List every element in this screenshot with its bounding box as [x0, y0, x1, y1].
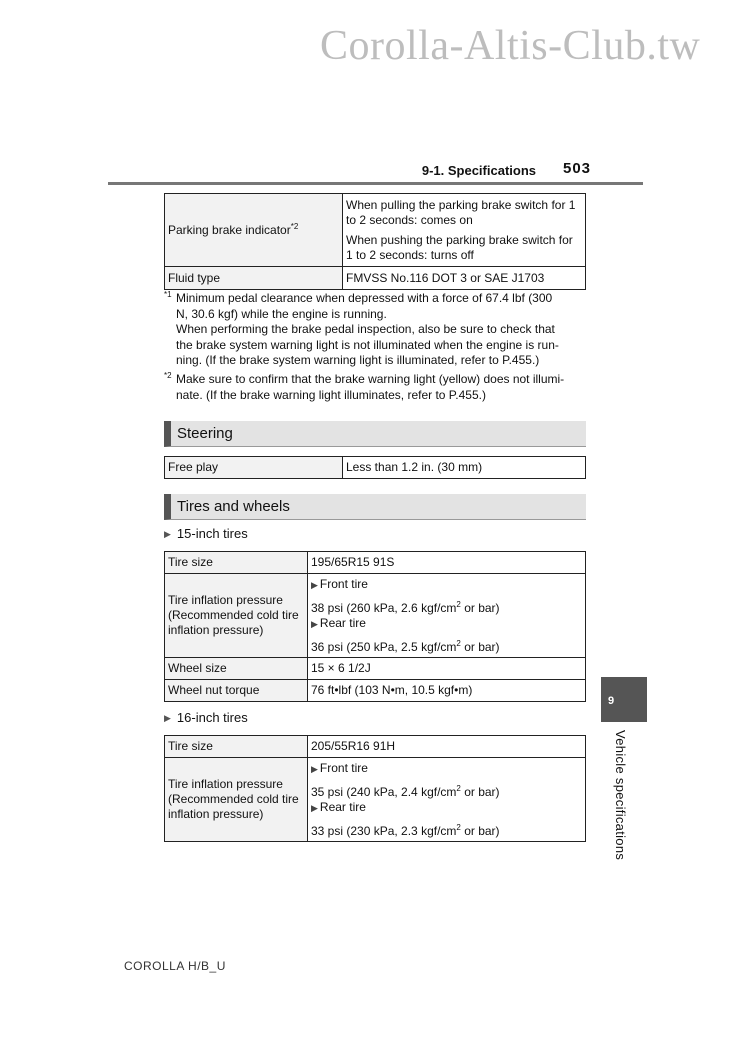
section-heading-tires: [164, 494, 586, 520]
table-value-cell: [343, 194, 586, 267]
unit-tail: or bar): [460, 784, 500, 799]
fluid-type-label: Fluid type: [165, 267, 343, 290]
triangle-bullet-icon: ▶: [311, 579, 318, 590]
subheading-text: 16-inch tires: [176, 710, 248, 725]
triangle-bullet-icon: ▶: [164, 713, 171, 723]
section-heading-steering: [164, 421, 586, 447]
triangle-bullet-icon: ▶: [311, 618, 318, 629]
rear-tire-pressure: 36 psi (250 kPa, 2.5 kgf/cm: [311, 639, 457, 654]
table-row: [165, 658, 586, 680]
table-row: [165, 457, 586, 479]
footnote-ref: *2: [290, 221, 299, 231]
subheading-text: 15-inch tires: [176, 526, 248, 541]
parking-brake-off-text: When pushing the parking brake switch for 1 to 2 seconds: turns off: [346, 232, 573, 262]
wheel-nut-torque-value: 76 ft•lbf (103 N•m, 10.5 kgf•m): [308, 680, 586, 702]
free-play-value: Less than 1.2 in. (30 mm): [343, 457, 586, 479]
triangle-bullet-icon: ▶: [311, 763, 318, 774]
label-line: Tire inflation pressure: [168, 777, 283, 791]
inflation-pressure-label: [165, 574, 308, 658]
superscript: 2: [456, 638, 461, 648]
subheading-16-inch: [164, 710, 248, 725]
chapter-number: 9: [608, 695, 615, 707]
tire-size-label: Tire size: [165, 552, 308, 574]
inflation-pressure-value: [308, 574, 586, 658]
superscript: 2: [456, 783, 461, 793]
front-tire-pressure: 38 psi (260 kPa, 2.6 kgf/cm: [311, 600, 457, 615]
table-row: [165, 574, 586, 658]
tire-size-value: 195/65R15 91S: [308, 552, 586, 574]
front-tire-label: Front tire: [319, 576, 368, 591]
wheel-size-label: Wheel size: [165, 658, 308, 680]
brake-table: [164, 193, 586, 290]
chapter-label: Vehicle specifications: [613, 730, 628, 861]
footnote-line: nate. (If the brake warning light illuminates, refer to P.455.): [176, 387, 486, 402]
table-row: [165, 267, 586, 290]
rear-tire-label: Rear tire: [319, 799, 366, 814]
label-line: inflation pressure): [168, 623, 264, 637]
tires-15-table: [164, 551, 586, 702]
footnote-line: ning. (If the brake system warning light is illuminated, refer to P.455.): [176, 353, 540, 367]
superscript: 2: [456, 822, 461, 832]
unit-tail: or bar): [460, 639, 500, 654]
table-row: [165, 758, 586, 842]
tire-size-value: 205/55R16 91H: [308, 736, 586, 758]
superscript: 2: [456, 599, 461, 609]
footer-model: COROLLA H/B_U: [124, 959, 226, 973]
tire-size-label: Tire size: [165, 736, 308, 758]
subheading-15-inch: [164, 526, 248, 541]
page-number: 503: [563, 160, 592, 177]
wheel-nut-torque-label: Wheel nut torque: [165, 680, 308, 702]
footnote-line: Make sure to confirm that the brake warning light (yellow) does not illumi-: [176, 372, 565, 386]
front-tire-pressure: 35 psi (240 kPa, 2.4 kgf/cm: [311, 784, 457, 799]
label-line: inflation pressure): [168, 807, 264, 821]
section-heading-text: Tires and wheels: [177, 498, 290, 515]
label-line: (Recommended cold tire: [168, 792, 299, 806]
footnote-2: *2 Make sure to confirm that the brake warning light (yellow) does not illumi- nate. (If the brake warning light illuminates, refer to P.455.): [164, 372, 588, 403]
triangle-bullet-icon: ▶: [164, 529, 171, 539]
rear-tire-label: Rear tire: [319, 615, 366, 630]
fluid-type-value: FMVSS No.116 DOT 3 or SAE J1703: [343, 267, 586, 290]
unit-tail: or bar): [460, 600, 500, 615]
footnote-line: the brake system warning light is not illuminated when the engine is run-: [176, 337, 559, 352]
footnote-1: *1 Minimum pedal clearance when depressed with a force of 67.4 lbf (300 N, 30.6 kgf) while the engine is running. When performing the brake pedal inspection, also be sure to check that the brake system warning light is not illuminated when the engine is run- ning. (If the brake system warning light is illuminated, refer to P.455.): [164, 291, 588, 369]
inflation-pressure-label: [165, 758, 308, 842]
parking-brake-on-text: When pulling the parking brake switch for 1 to 2 seconds: comes on: [346, 197, 576, 227]
section-title: 9-1. Specifications: [421, 163, 536, 178]
label-line: Tire inflation pressure: [168, 593, 283, 607]
watermark: Corolla-Altis-Club.tw: [320, 23, 701, 69]
section-heading-text: Steering: [177, 425, 233, 442]
unit-tail: or bar): [460, 823, 500, 838]
table-row: [165, 194, 586, 267]
rear-tire-pressure: 33 psi (230 kPa, 2.3 kgf/cm: [311, 823, 457, 838]
steering-table: [164, 456, 586, 479]
wheel-size-value: 15 × 6 1/2J: [308, 658, 586, 680]
footnote-line: N, 30.6 kgf) while the engine is running.: [176, 306, 387, 321]
table-row: [165, 552, 586, 574]
table-row: [165, 736, 586, 758]
front-tire-label: Front tire: [319, 760, 368, 775]
chapter-tab: [601, 677, 647, 722]
table-label-cell: [165, 194, 343, 267]
header-rule: [108, 182, 643, 185]
footnote-line: Minimum pedal clearance when depressed with a force of 67.4 lbf (300: [176, 291, 553, 305]
inflation-pressure-value: [308, 758, 586, 842]
triangle-bullet-icon: ▶: [311, 802, 318, 813]
label-line: (Recommended cold tire: [168, 608, 299, 622]
parking-brake-label: Parking brake indicator: [168, 222, 291, 237]
table-row: [165, 680, 586, 702]
footnote-line: When performing the brake pedal inspection, also be sure to check that: [176, 322, 555, 336]
free-play-label: Free play: [165, 457, 343, 479]
tires-16-table: [164, 735, 586, 842]
